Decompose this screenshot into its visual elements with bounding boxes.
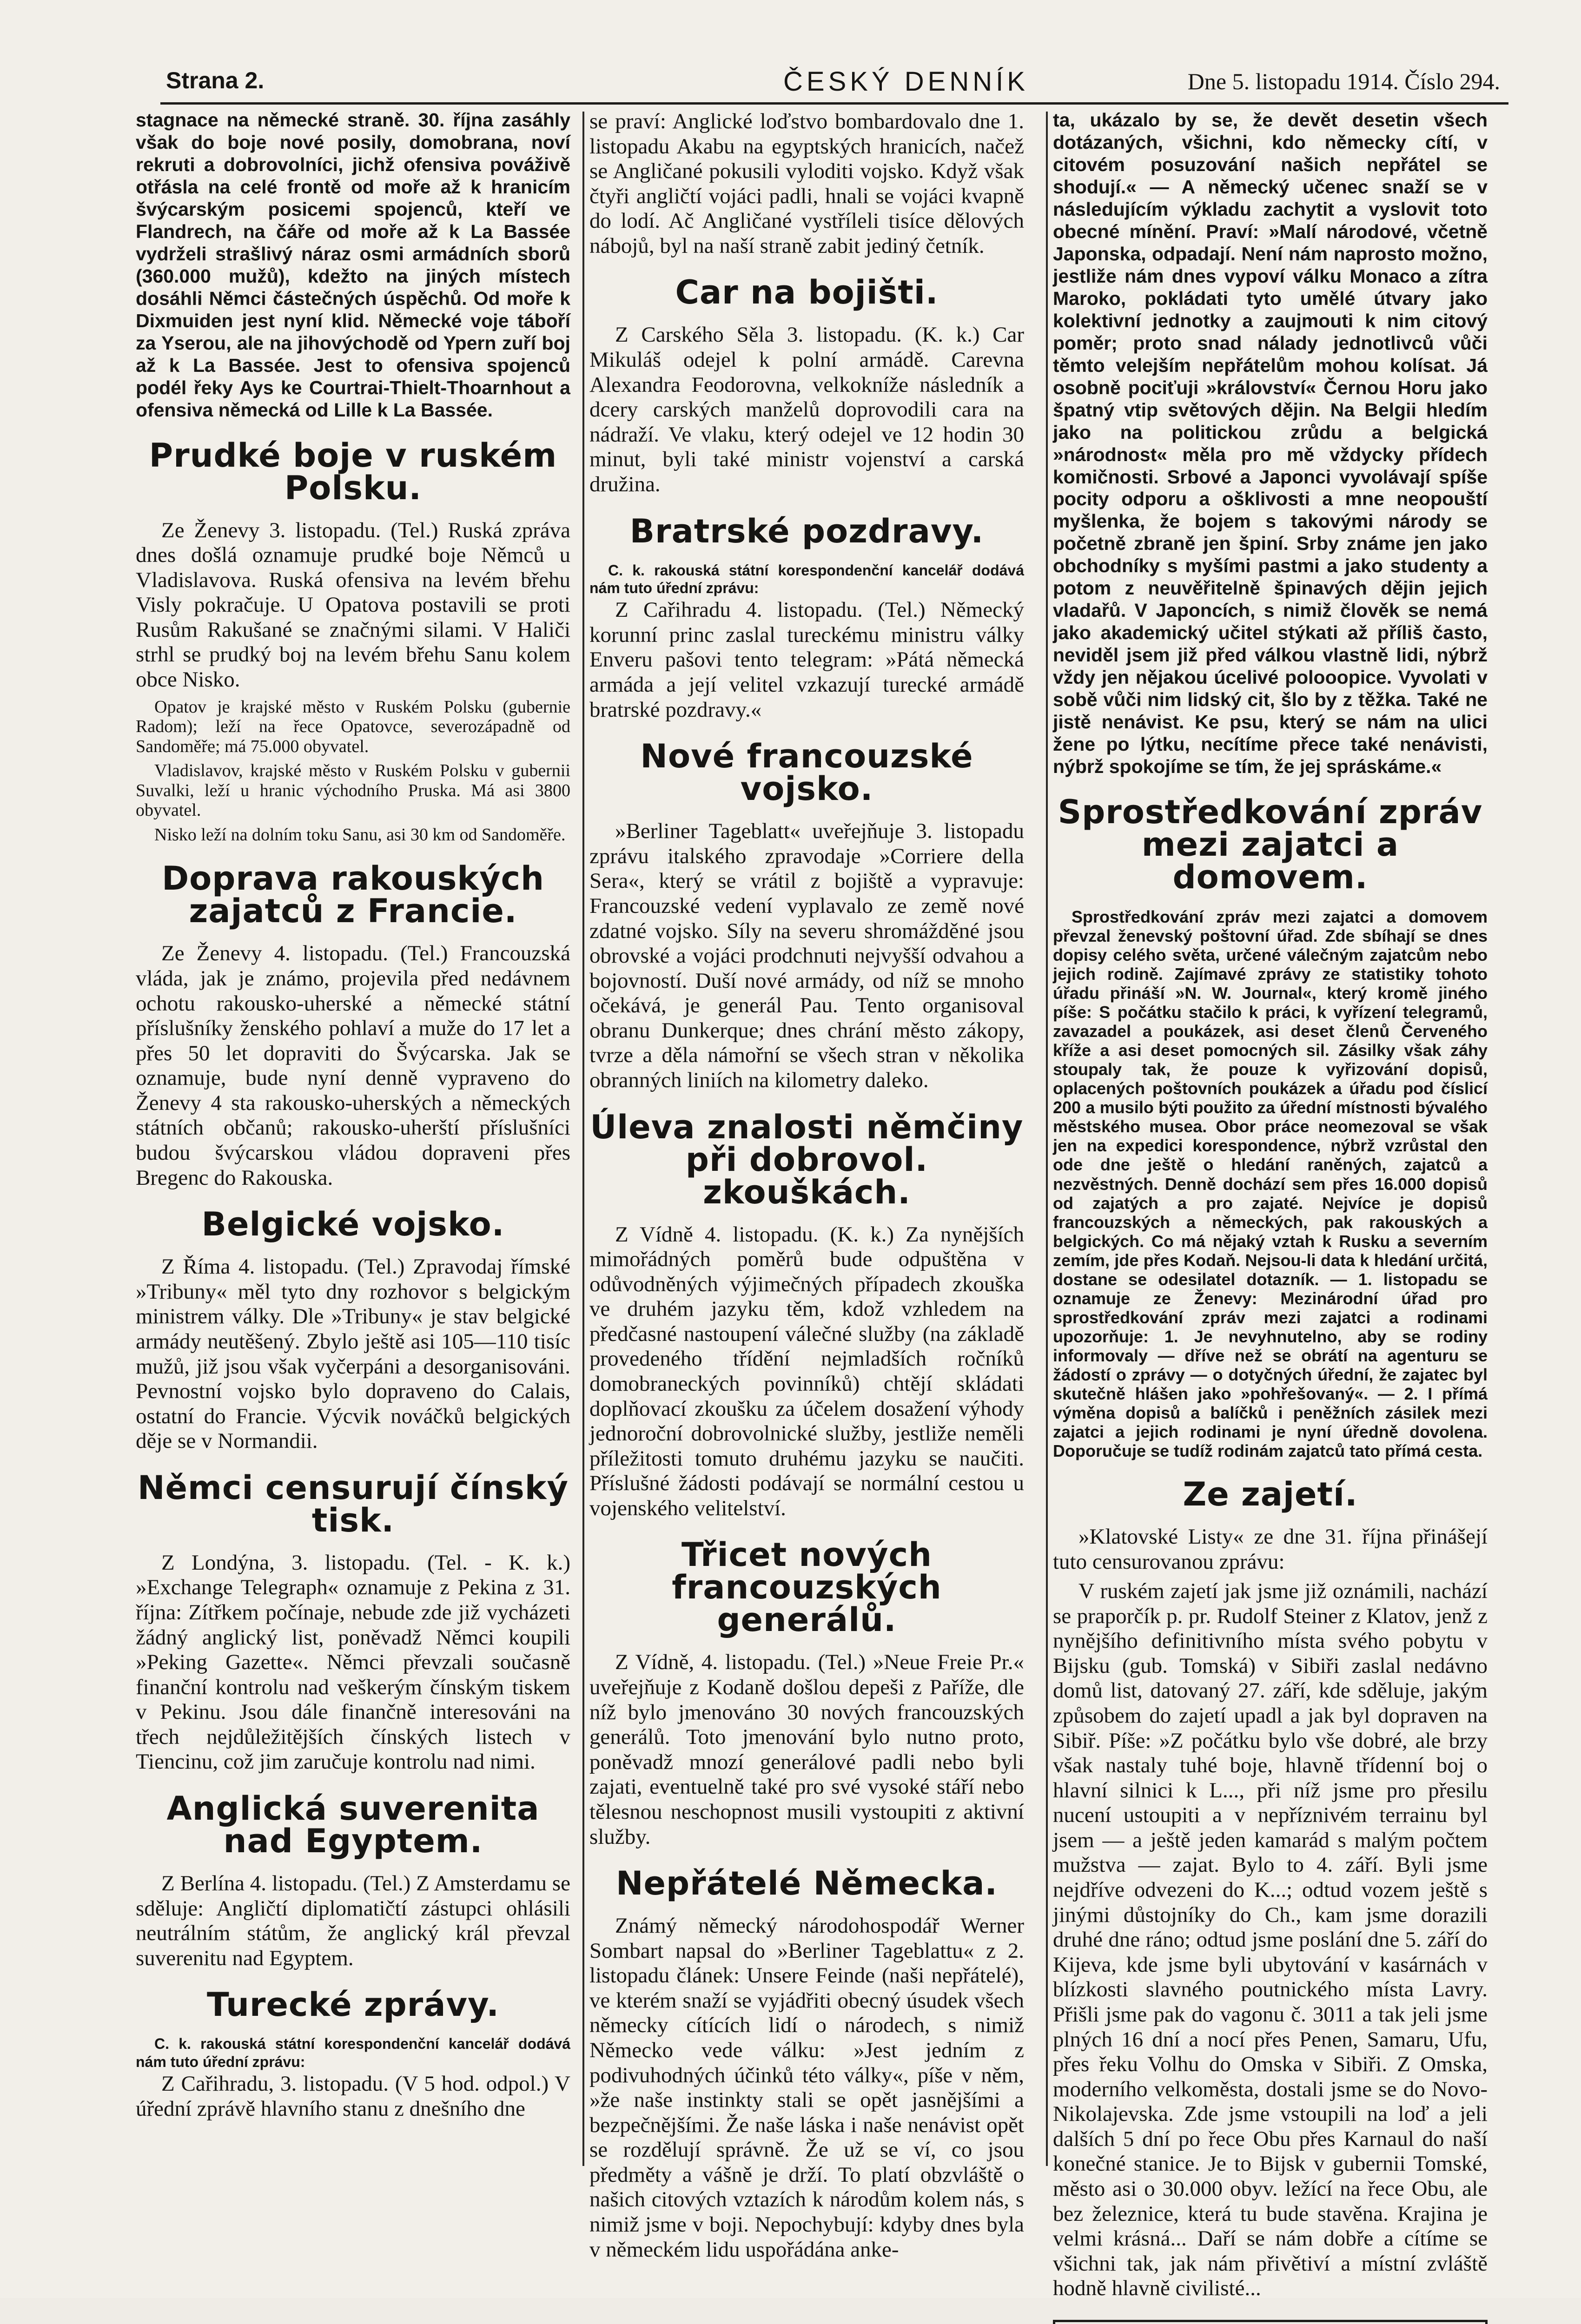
footnote-text: Nisko leží na dolním toku Sanu, asi 30 km od Sandoměře. bbox=[154, 825, 566, 845]
article-text: Z Cařihradu, 3. listopadu. (V 5 hod. odpol.) V úřední zprávě hlavního stanu z dnešního dne bbox=[136, 2072, 570, 2121]
headline-doprava-zajatcu: Doprava rakouských zajatců z Francie. bbox=[162, 859, 544, 931]
article-text: Z Londýna, 3. listopadu. (Tel. - K. k.) »Exchange Telegraph« oznamuje z Pekina z 31. října: Zítřkem počínaje, nebude zde již vycházeti žádný anglický list, poněvadž Němci koupili »Peking Gazette«. Němci převzali současně finanční kontrolu nad veškerým čínským tiskem v Pekinu. Jsou dále finančně interesováni na třech nejdůležitějších čínských listech v Tiencinu, což jim zaručuje kontrolu nad nimi. bbox=[136, 1550, 570, 1774]
article-text: Z Říma 4. listopadu. (Tel.) Zpravodaj římské »Tribuny« měl tyto dny rozhovor s belgickým ministrem války. Dle »Tribuny« je stav belgické armády neutěšený. Zbylo ještě asi 105—110 tisíc mužů, již jsou však vyčerpáni a desorganisováni. Pevnostní vojsko bylo dopraveno do Calais, ostatní do Francie. Výcvik nováčků belgických děje se v Normandii. bbox=[136, 1254, 570, 1453]
headline-nemci-censuruji: Němci censurují čínský tisk. bbox=[137, 1468, 569, 1539]
article-text: »Klatovské Listy« ze dne 31. října přinášejí tuto censurovanou zprávu: bbox=[1053, 1524, 1488, 1574]
headline-prudke-boje: Prudké boje v ruském Polsku. bbox=[149, 436, 557, 507]
agency-notice: C. k. rakouská státní korespondenční kancelář dodává nám tuto úřední zprávu: bbox=[589, 561, 1024, 596]
headline-turecke-zpravy: Turecké zprávy. bbox=[207, 1986, 499, 2024]
headline-car-na-bojisti: Car na bojišti. bbox=[675, 273, 939, 312]
article-text: »Berliner Tageblatt« uveřejňuje 3. listopadu zprávu italského zpravodaje »Corriere della Sera«, který se vrátil z bojiště a vypravuje: Francouzské vedení vyplavalo ze země nové zdatné vojsko. Síly na severu shromážděné jsou obrovské a vojáci prodchnuti nejvyšší odvahou a bojovností. Duší nové armády, od níž se mnoho očekává, je generál Pau. Tento organisoval obranu Dunkerque; dnes chrání město zákopy, tvrze a děla námořní se všech stran v několika obranných liniích na kilometry daleko. bbox=[589, 819, 1024, 1092]
article-text: ta, ukázalo by se, že devět desetin všech dotázaných, všichni, kdo německy cítí, v citovém posuzování našich nepřátel se shodují.« — A německý učenec snaží se v následujícím výkladu zachytit a vyslovit toto obecné mínění. Praví: »Malí národové, včetně Japonska, odpadají. Není nám naprosto možno, jestliže nám dnes vypoví válku Monaco a zítra Maroko, pokládati tyto umělé útvary jako kolektivní jednotky a zaujmouti k nim citový poměr; proto snad nálady jednotlivců vůči těmto velejším nepřátelům mohou kolísat. Já osobně pociťuji »království« Černou Horu jako špatný vtip světových dějin. Na Belgii hledím jako na politickou zrůdu a belgická »národnost« měla pro mě vždycky přídech komičnosti. Srbové a Japonci vyvolávají spíše pocity odporu a ošklivosti a mne neopouští myšlenka, že bojem s takovými národy se početně zbraně jen špiní. Srby známe jen jako obchodníky s myšími pastmi a jako studenty a potom z neuvěřitelně špinavých dějin jejich vladařů. V Japoncích, s nimiž člověk se nemá jako akademický učitel stýkati až příliš často, neviděl jsem již před válkou vlastně lidi, nýbrž vždy jen nějakou úcelivé polooopice. Vyvolati v sobě vůči nim lidský cit, šlo by z těžka. Také ne jistě nenávist. Ke psu, který se nám na ulici žene po lýtku, necítíme přece také nenávisti, nýbrž spokojíme se tím, že jej spráskáme.« bbox=[1053, 109, 1488, 778]
article-text: Z Carského Sěla 3. listopadu. (K. k.) Car Mikuláš odejel k polní armádě. Carevna Alexandra Feodorovna, velkokníže následník a dcery carských manželů doprovodili cara na nádraží. Ve vlaku, který odejel ve 12 hodin 30 minut, byli také ministr vojenství a carská družina. bbox=[589, 323, 1024, 496]
article-text: Sprostředkování zpráv mezi zajatci a domovem převzal ženevský poštovní úřad. Zde sbíhají se dnes dopisy celého světa, určené válečným zajatcům nebo jejich rodině. Zajímavé zprávy ze statistiky tohoto úřadu přináší »N. W. Journal«, který kromě jiného píše: S počátku stačilo k práci, k vyřízení telegramů, zavazadel a poukázek, asi deset členů Červeného kříže a asi deset pomocných sil. Zásilky však záhy stoupaly tak, že pouze k vyřizování dopisů, oplacených poštovních poukázek a úřadu pod číslicí 200 a musilo býti použito za úřední místnosti bývalého městského musea. Obor práce neomezoval se však jen na expedici korespondence, nýbrž vzrůstal den ode dne ještě o hledání raněných, zajatců a nezvěstných. Denně dochází sem přes 16.000 dopisů od zajatých a pro zajaté. Nejvíce je dopisů francouzských a německých, pak rakouských a belgických. Co má nějaký vztah k Rusku a severním zemím, jde přes Kodaň. Nejsou-li data k hledání určitá, dostane se odesilatel dotazník. — 1. listopadu se oznamuje ze Ženevy: Mezinárodní úřad pro sprostředkování zpráv mezi zajatci a rodinami upozorňuje: 1. Je nevyhnutelno, aby se rodiny informovaly — dříve než se obrátí na agenturu se žádostí o zprávy — o dotyčných úřední, že zajatec byl skutečně hlášen jako »pohřešovaný«. — 2. I přímá výměna dopisů a balíčků i peněžních zásilek mezi zajatci a jejich rodinami je nyní úředně dovolena. Doporučuje se tudíž rodinám zajatců tato přímá cesta. bbox=[1053, 907, 1488, 1460]
column-3 bbox=[1053, 109, 1488, 2301]
agency-notice: C. k. rakouská státní korespondenční kancelář dodává nám tuto úřední zprávu: bbox=[136, 2035, 570, 2070]
article-text: se praví: Anglické loďstvo bombardovalo dne 1. listopadu Akabu na egyptských hranicích, načež se Angličané pokusili vyloditi vojsko. Když však čtyři angličtí vojáci padli, hnali se vojáci kvapně do lodí. Ač Angličané vystříleli tisíce dělových nábojů, byl na naší straně zabit jediný četník. bbox=[589, 109, 1024, 258]
headline-uleva-znalosti: Úleva znalosti němčiny při dobrovol. zkouškách. bbox=[590, 1108, 1024, 1211]
article-text: Z Berlína 4. listopadu. (Tel.) Z Amsterdamu se sděluje: Angličtí diplomatičtí zástupci ohlásili neutrálním státům, že anglický král převzal suverenitu nad Egyptem. bbox=[136, 1871, 570, 1970]
page-header bbox=[160, 65, 1508, 105]
headline-nepratele-nemecka: Nepřátelé Německa. bbox=[615, 1864, 998, 1903]
article-text: Z Cařihradu 4. listopadu. (Tel.) Německý korunní princ zaslal tureckému ministru války Enveru pašovi tento telegram: »Pátá německá armáda a její velitel vzkazují turecké armádě bratrské pozdravy.« bbox=[589, 598, 1024, 722]
headline-bratrske-pozdravy: Bratrské pozdravy. bbox=[629, 512, 984, 550]
column-1 bbox=[136, 109, 570, 2275]
headline-nove-francouzske-vojsko: Nové francouzské vojsko. bbox=[640, 737, 973, 808]
headline-anglicka-suverenita: Anglická suverenita nad Egyptem. bbox=[166, 1789, 540, 1861]
headline-sprostredkovani-zprav: Sprostředkování zpráv mezi zajatci a domovem. bbox=[1058, 793, 1483, 897]
article-text: Ze Ženevy 3. listopadu. (Tel.) Ruská zpráva dnes došlá oznamuje prudké boje Němců u Vladislavova. Ruská ofensiva na levém břehu Visly pokračuje. U Opatova postavili se proti Rusům Rakušané se značnými silami. V Haliči strhl se prudký boj na levém břehu Sanu kolem obce Nisko. bbox=[136, 518, 570, 692]
masthead-title: ČESKÝ DENNÍK bbox=[783, 66, 1029, 97]
article-text: Známý německý národohospodář Werner Sombart napsal do »Berliner Tageblattu« z 2. listopadu článek: Unsere Feinde (naši nepřátelé), ve kterém snaží se vyjádřiti obecný úsudek všech německy cítících lidí o národech, s nimiž Německo vede válku: »Jest jedním z podivuhodných účinků této války«, píše v něm, »že naše instinkty stali se opět jasnějšími a bezpečnějšími. Že naše láska i naše nenávist opět se rozdělují správně. Že už se ví, co jsou předměty a vášně je drží. To platí obzvláště o našich citových vztazích k národům kolem nás, s nimiž jsme v boji. Nepochybují: kdyby dnes byla v německém lidu uspořádána anke- bbox=[589, 1914, 1024, 2262]
page-number: Strana 2. bbox=[166, 67, 265, 93]
column-rule-1 bbox=[582, 112, 584, 2166]
column-rule-2 bbox=[1046, 112, 1048, 2166]
headline-belgicke-vojsko: Belgické vojsko. bbox=[201, 1205, 505, 1244]
footnote-text: Vladislavov, krajské město v Ruském Polsku v gubernii Suvalki, leží u hranic východního Pruska. Má asi 3800 obyvatel. bbox=[136, 761, 570, 820]
article-text: Z Vídně 4. listopadu. (K. k.) Za nynějších mimořádných poměrů bude odpuštěna v odůvodněných výjimečných případech zkouška ve druhém jazyku těm, kdož vzhledem na předčasné nastoupení válečné služby (na základě provedeného třídění nejmladších ročníků domobraneckých povinníků) chtějí skládati doplňovací zkoušku za účelem dosažení výhody jednoroční dobrovolnické služby, jestliže neměli příležitosti tomuto druhému jazyku se naučiti. Příslušné žádosti podávají se normální cestou u vojenského velitelství. bbox=[589, 1222, 1024, 1520]
column-2 bbox=[589, 109, 1024, 2275]
article-text: Z Vídně, 4. listopadu. (Tel.) »Neue Freie Pr.« uveřejňuje z Kodaně došlou depeši z Paříže, dle níž bylo jmenováno 30 nových francouzských generálů. Toto jmenování bylo nutno proto, poněvadž mnozí generálové padli nebo byli zajati, eventuelně také pro své vysoké stáří nebo tělesnou neschopnost musili vystoupiti z aktivní služby. bbox=[589, 1650, 1024, 1849]
article-text: stagnace na německé straně. 30. října zasáhly však do boje nové posily, domobrana, noví rekruti a dobrovolníci, jichž ofensiva pováživě otřásla na celé frontě od moře až k hranicím švýcarským posicemi spojenců, kteří ve Flandrech, na čáře od moře až k La Bassée vydrželi strašlivý náraz osmi armádních sborů (360.000 mužů), kdežto na jiných místech dosáhli Němci částečných úspěchů. Od moře k Dixmuiden jest nyní klid. Německé voje táboří za Yserou, ale na jihovýchodě od Ypern zuří boj až k La Bassée. Jest to ofensiva spojenců podél řeky Ays ke Courtrai-Thielt-Thoarnhout a ofensiva německá od Lille k La Bassée. bbox=[136, 109, 570, 421]
headline-ze-zajeti: Ze zajetí. bbox=[1183, 1475, 1358, 1513]
article-text: Ze Ženevy 4. listopadu. (Tel.) Francouzská vláda, jak je známo, projevila před nedávnem ochotu rakousko-uherské a německé státní příslušníky ženského pohlaví a muže do 17 let a přes 50 let dopraviti do Švýcarska. Jak se oznamuje, bude nyní denně vypraveno do Ženevy 4 sta rakousko-uherských a německých státních občanů; rakousko-uherští příslušníci budou švýcarskou vládou dopraveni přes Bregenc do Rakouska. bbox=[136, 941, 570, 1190]
article-text: V ruském zajetí jak jsme již oznámili, nachází se praporčík p. pr. Rudolf Steiner z Klatov, jenž z nynějšího definitivního místa svého pobytu v Bijsku (gub. Tomská) v Sibiři zaslal nedávno domů list, datovaný 27. září, kde sděluje, jakým způsobem do zajetí upadl a jak byl dopraven na Sibiř. Píše: »Z počátku bylo vše dobré, ale brzy však nastaly tuhé boje, hlavně třídenní boj o hlavní silnici k L..., při níž jsme pro přesilu nucení ustoupiti a v nepříznivém terrainu byl jsem — a ještě jeden kamarád s malým počtem mužstva — zajat. Bylo to 4. září. Byli jsme nejdříve odvezeni do K...; odtud vozem ještě s jinými důstojníky do Ch., kam jsme dorazili druhé dne ráno; odtud jsme poslání dne 5. září do Kijeva, kde jsme byli ubytování v kasárnách v blízkosti slavného poutnického místa Lavry. Přišli jsme pak do vagonu č. 3011 a tak jeli jsme plných 16 dní a nocí přes Penen, Samaru, Ufu, přes řeku Volhu do Omska v Sibiři. Z Omska, moderního velkoměsta, dostali jsme se do Novo-Nikolajevska. Zde jsme vstoupili na loď a jeli dalších 5 dní po řece Obu přes Karnaul do naší konečné stanice. Je to Bijsk v gubernii Tomské, město asi o 30.000 obyv. ležící na řece Obu, ale bez železnice, která tu bude stavěna. Krajina je velmi krásná... Daří se nám dobře a cítíme se všichni tak, jak nám přivětiví a místní zvláště hodně hlavně civilisté... bbox=[1053, 1579, 1488, 2301]
headline-tricet-generalu: Třicet nových francouzských generálů. bbox=[672, 1536, 942, 1639]
footnote-text: Opatov je krajské město v Ruském Polsku (gubernie Radom); leží na řece Opatovce, severozápadně od Sandoměře; má 75.000 obyvatel. bbox=[136, 697, 570, 756]
advertisement-box bbox=[1053, 2320, 1488, 2324]
issue-date: Dne 5. listopadu 1914. Číslo 294. bbox=[1187, 68, 1500, 94]
